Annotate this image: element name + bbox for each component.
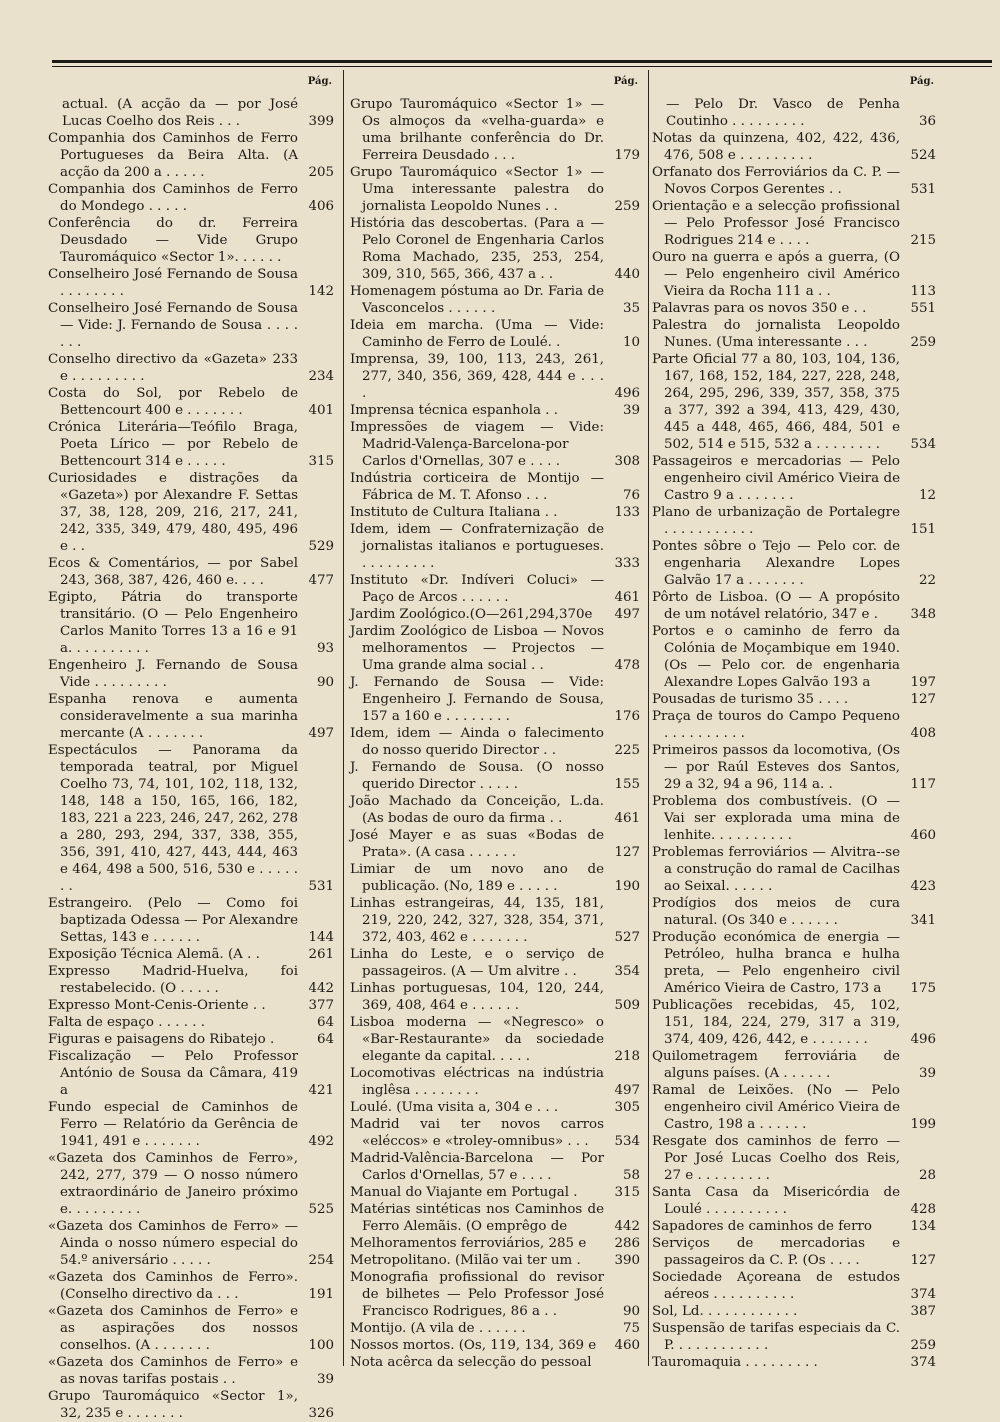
index-entry-text: actual. (A acção da — por José Lucas Coelho dos Reis . . .: [62, 97, 298, 129]
index-entry-text: J. Fernando de Sousa — Vide: Engenheiro J. Fernando de Sousa, 157 a 160 e . . . . . . . .: [350, 675, 604, 724]
index-entry-text: José Mayer e as suas «Bodas de Prata». (A casa . . . . . .: [350, 828, 604, 860]
index-entry-text: Conselheiro José Fernando de Sousa — Vide: J. Fernando de Sousa . . . . . . .: [48, 301, 298, 350]
index-entry: [652, 589, 940, 623]
index-entry-text: Falta de espaço . . . . . .: [48, 1015, 206, 1030]
index-entry-page: 524: [910, 148, 936, 163]
index-entry-page: 529: [308, 539, 334, 554]
index-entry-page: 286: [614, 1236, 640, 1251]
index-entry: [652, 453, 940, 504]
index-entry-text: Metropolitano. (Milão vai ter um .: [350, 1253, 581, 1268]
index-entry-page: 76: [622, 488, 640, 503]
index-entry-page: 179: [614, 148, 640, 163]
index-entry: [350, 1235, 644, 1252]
index-entry-page: 234: [308, 369, 334, 384]
index-entry-page: 218: [614, 1049, 640, 1064]
index-entry-text: João Machado da Conceição, L.da. (As bodas de ouro da firma . .: [350, 794, 604, 826]
index-entry-text: Conferência do dr. Ferreira Deusdado — Vide Grupo Tauromáquico «Sector 1». . . . . .: [48, 216, 298, 265]
index-entry-page: 428: [910, 1202, 936, 1217]
index-entry: [350, 1065, 644, 1099]
index-entry-page: 496: [910, 1032, 936, 1047]
index-entry: [350, 283, 644, 317]
index-entry-text: Jardim Zoológico.(O—261,294,370e: [350, 607, 593, 622]
index-entry-text: Crónica Literária—Teófilo Braga, Poeta Lírico — por Rebelo de Bettencourt 314 e . . . . .: [48, 420, 298, 469]
index-entry-text: Quilometragem ferroviária de alguns países. (A . . . . . .: [652, 1049, 900, 1081]
index-entry-text: Fundo especial de Caminhos de Ferro — Relatório da Gerência de 1941, 491 e . . . . . . .: [48, 1100, 298, 1149]
index-entry-text: Linhas portuguesas, 104, 120, 244, 369, 408, 464 e . . . . . .: [350, 981, 604, 1013]
index-entry-text: Grupo Tauromáquico «Sector 1» — Os almoços da «velha-guarda» e uma brilhante conferência do Dr. Ferreira Deusdado . . .: [350, 97, 604, 163]
index-entry-text: Homenagem póstuma ao Dr. Faria de Vasconcelos . . . . . .: [350, 284, 604, 316]
index-entry-text: Manual do Viajante em Portugal .: [350, 1185, 578, 1200]
index-entry: [652, 1269, 940, 1303]
index-entry: [48, 963, 338, 997]
index-entry: [652, 1048, 940, 1082]
index-entry: [350, 351, 644, 402]
index-entry: [48, 1150, 338, 1218]
index-entry-page: 191: [308, 1287, 334, 1302]
index-entry-page: 64: [316, 1032, 334, 1047]
index-entry: [652, 929, 940, 997]
index-entry-page: 28: [918, 1168, 936, 1183]
index-entry-page: 39: [316, 1372, 334, 1387]
index-entry: [652, 844, 940, 895]
index-entry-text: «Gazeta dos Caminhos de Ferro». (Conselho directivo da . . .: [48, 1270, 298, 1302]
column-divider: [648, 70, 649, 1366]
index-entry: [48, 589, 338, 657]
index-entry-text: Parte Oficial 77 a 80, 103, 104, 136, 167, 168, 152, 184, 227, 228, 248, 264, 295, 296, 339, 357, 358, 375 a 377, 392 a 394, 413, 429, 430, 445 a 448, 465, 466, 484, 501 e 502, 514 e 515, 532 a . . . . . . . .: [652, 352, 900, 452]
index-entry: [652, 623, 940, 691]
index-entry: [48, 1303, 338, 1354]
index-entry: [350, 827, 644, 861]
index-entry-text: Expresso Madrid-Huelva, foi restabelecido. (O . . . . .: [48, 964, 298, 996]
index-entry-page: 93: [316, 641, 334, 656]
index-entry: [652, 1184, 940, 1218]
index-entry: [48, 1099, 338, 1150]
index-entry-text: Impressões de viagem — Vide: Madrid-Valença-Barcelona-por Carlos d'Ornellas, 307 e . . . .: [350, 420, 604, 469]
page-column-header: Pág.: [307, 76, 332, 87]
index-entry-text: Produção económica de energia — Petróleo, hulha branca e hulha preta, — Pelo engenheiro civil Américo Vieira de Castro, 173 a: [652, 930, 900, 996]
index-entry: [350, 793, 644, 827]
index-entry-text: Ecos & Comentários, — por Sabel 243, 368, 387, 426, 460 e. . . .: [48, 556, 298, 588]
index-entry: [48, 555, 338, 589]
index-entry-page: 215: [910, 233, 936, 248]
index-entry-page: 127: [910, 692, 936, 707]
index-entry-page: 39: [622, 403, 640, 418]
index-entry: [48, 1354, 338, 1388]
index-entry-text: Indústria corticeira de Montijo — Fábrica de M. T. Afonso . . .: [350, 471, 604, 503]
index-entry-text: Jardim Zoológico de Lisboa — Novos melhoramentos — Projectos — Uma grande alma social . .: [350, 624, 604, 673]
index-entry: [652, 300, 940, 317]
index-entry-text: Pôrto de Lisboa. (O — A propósito de um notável relatório, 347 e .: [652, 590, 900, 622]
index-entry-page: 199: [910, 1117, 936, 1132]
index-column-2: [350, 76, 644, 1371]
index-entry-page: 401: [308, 403, 334, 418]
index-entry-text: Linha do Leste, e o serviço de passageiros. (A — Um alvitre . .: [350, 947, 604, 979]
index-entry-page: 341: [910, 913, 936, 928]
top-rule-thin: [52, 66, 992, 67]
index-entry-page: 497: [614, 1083, 640, 1098]
index-entry-page: 496: [614, 386, 640, 401]
index-entry-text: Espanha renova e aumenta consideravelmente a sua marinha mercante (A . . . . . . .: [48, 692, 298, 741]
index-entry: [652, 504, 940, 538]
index-entry-page: 423: [910, 879, 936, 894]
index-entry: [350, 946, 644, 980]
index-entry-text: Instituto de Cultura Italiana . .: [350, 505, 558, 520]
index-entry-text: Monografia profissional do revisor de bilhetes — Pelo Professor José Francisco Rodrigues, 86 a . .: [350, 1270, 604, 1319]
index-entry-text: Locomotivas eléctricas na indústria inglêsa . . . . . . . .: [350, 1066, 604, 1098]
index-entry-text: Lisboa moderna — «Negresco» o «Bar-Restaurante» da sociedade elegante da capital. . . . .: [350, 1015, 604, 1064]
index-entry-page: 259: [910, 335, 936, 350]
index-entry-text: Publicações recebidas, 45, 102, 151, 184, 224, 279, 317 a 319, 374, 409, 426, 442, e . . . . . . .: [652, 998, 900, 1047]
index-entry: [652, 742, 940, 793]
index-entry-text: Espectáculos — Panorama da temporada teatral, por Miguel Coelho 73, 74, 101, 102, 118, 132, 148, 148 a 150, 165, 166, 182, 183, 221 a 223, 246, 247, 262, 278 a 280, 293, 294, 337, 338, 355, 356, 391, 410, 427, 443, 444, 463 e 464, 498 a 500, 516, 530 e . . . . . . .: [48, 743, 298, 894]
index-entry-text: Portos e o caminho de ferro da Colónia de Moçambique em 1940. (Os — Pelo cor. de engenharia Alexandre Lopes Galvão 193 a: [652, 624, 900, 690]
index-entry: [350, 1150, 644, 1184]
index-entry: [48, 946, 338, 963]
index-entry: [350, 1252, 644, 1269]
index-entry-text: Costa do Sol, por Rebelo de Bettencourt 400 e . . . . . . .: [48, 386, 298, 418]
index-entry-text: Madrid-Valência-Barcelona — Por Carlos d'Ornellas, 57 e . . . .: [350, 1151, 604, 1183]
page-column-header: Pág.: [909, 76, 934, 87]
index-entry-text: Fiscalização — Pelo Professor António de Sousa da Câmara, 419 a: [48, 1049, 298, 1098]
index-entry-page: 374: [910, 1355, 936, 1370]
index-entry-text: Idem, idem — Ainda o falecimento do nosso querido Director . .: [350, 726, 604, 758]
index-entry: [48, 1031, 338, 1048]
index-entry-text: «Gazeta dos Caminhos de Ferro» e as novas tarifas postais . .: [48, 1355, 298, 1387]
index-entry: [350, 1337, 644, 1354]
index-entry: [350, 317, 644, 351]
index-entry: [48, 130, 338, 181]
index-entry: [48, 351, 338, 385]
index-entry-page: 408: [910, 726, 936, 741]
index-entry-page: 142: [308, 284, 334, 299]
index-entry-text: Suspensão de tarifas especiais da C. P. . . . . . . . . . . .: [652, 1321, 900, 1353]
index-entry-page: 440: [614, 267, 640, 282]
index-entry: [350, 419, 644, 470]
index-entry-text: Palestra do jornalista Leopoldo Nunes. (Uma interessante . . .: [652, 318, 900, 350]
index-entry-text: Matérias sintéticas nos Caminhos de Ferro Alemãis. (O emprêgo de: [350, 1202, 604, 1234]
index-entry-page: 551: [910, 301, 936, 316]
index-entry-page: 100: [308, 1338, 334, 1353]
index-entry: [48, 742, 338, 895]
index-entry: [48, 181, 338, 215]
index-entry: [48, 1388, 338, 1422]
index-entry-page: 144: [308, 930, 334, 945]
index-entry-page: 308: [614, 454, 640, 469]
index-entry-page: 127: [910, 1253, 936, 1268]
index-entry-text: Prodígios dos meios de cura natural. (Os 340 e . . . . . .: [652, 896, 900, 928]
index-entry-text: Serviços de mercadorias e passageiros da C. P. (Os . . . .: [652, 1236, 900, 1268]
index-entry: [350, 1354, 644, 1371]
index-entry-page: 127: [614, 845, 640, 860]
index-entry: [350, 1099, 644, 1116]
index-entry-text: Companhia dos Caminhos de Ferro do Mondego . . . . .: [48, 182, 298, 214]
index-entry: [652, 997, 940, 1048]
index-entry-page: 326: [308, 1406, 334, 1421]
index-entry-text: Praça de touros do Campo Pequeno . . . . . . . . . .: [652, 709, 900, 741]
index-entry-page: 259: [910, 1338, 936, 1353]
index-entry-page: 492: [308, 1134, 334, 1149]
index-entry-text: Nota acêrca da selecção do pessoal: [350, 1355, 592, 1370]
index-entry: [48, 470, 338, 555]
index-entry: [48, 300, 338, 351]
index-entry-page: 259: [614, 199, 640, 214]
index-entry-page: 75: [622, 1321, 640, 1336]
index-entry: [350, 759, 644, 793]
index-entry-text: Pontes sôbre o Tejo — Pelo cor. de engenharia Alexandre Lopes Galvão 17 a . . . . . . .: [652, 539, 900, 588]
index-entry-page: 399: [308, 114, 334, 129]
page-column-header: Pág.: [613, 76, 638, 87]
index-entry-text: Notas da quinzena, 402, 422, 436, 476, 508 e . . . . . . . . .: [652, 131, 900, 163]
index-column-3: [652, 76, 940, 1371]
index-entry-text: Pousadas de turismo 35 . . . .: [652, 692, 849, 707]
index-entry-text: Curiosidades e distrações da «Gazeta») por Alexandre F. Settas 37, 38, 128, 209, 216, 217, 241, 242, 335, 349, 479, 480, 495, 496 e . .: [48, 471, 298, 554]
index-entry: [350, 1269, 644, 1320]
index-entry-page: 497: [614, 607, 640, 622]
index-entry: [350, 215, 644, 283]
index-entry: [652, 1235, 940, 1269]
index-entry-text: Expresso Mont-Cenis-Oriente . .: [48, 998, 266, 1013]
index-entry-text: Egipto, Pátria do transporte transitário. (O — Pelo Engenheiro Carlos Manito Torres 13 a 16 e 91 a. . . . . . . . . .: [48, 590, 298, 656]
index-entry-page: 387: [910, 1304, 936, 1319]
index-entry-text: Sol, Ld. . . . . . . . . . . .: [652, 1304, 798, 1319]
index-entry: [652, 895, 940, 929]
index-entry-page: 461: [614, 590, 640, 605]
index-entry-page: 421: [308, 1083, 334, 1098]
index-entry-text: História das descobertas. (Para a — Pelo Coronel de Engenharia Carlos Roma Machado, 235, 253, 254, 309, 310, 565, 366, 437 a . .: [350, 216, 604, 282]
index-entry-text: Conselho directivo da «Gazeta» 233 e . . . . . . . . .: [48, 352, 298, 384]
index-entry-text: Sociedade Açoreana de estudos aéreos . . . . . . . . . .: [652, 1270, 900, 1302]
index-entry: [652, 1082, 940, 1133]
index-entry-page: 315: [614, 1185, 640, 1200]
index-entry: [48, 96, 338, 130]
index-entry-page: 190: [614, 879, 640, 894]
index-entry-text: J. Fernando de Sousa. (O nosso querido Director . . . . .: [350, 760, 604, 792]
index-entry: [48, 215, 338, 266]
index-entry-page: 90: [622, 1304, 640, 1319]
index-entry-page: 64: [316, 1015, 334, 1030]
index-entry-page: 442: [614, 1219, 640, 1234]
index-entry: [350, 470, 644, 504]
index-entry: [350, 725, 644, 759]
index-entry: [350, 861, 644, 895]
index-entry-text: «Gazeta dos Caminhos de Ferro» e as aspirações dos nossos conselhos. (A . . . . . . .: [48, 1304, 298, 1353]
index-entry-text: Loulé. (Uma visita a, 304 e . . .: [350, 1100, 559, 1115]
index-entry-text: Imprensa técnica espanhola . .: [350, 403, 559, 418]
index-entry: [350, 96, 644, 164]
index-entry-text: Madrid vai ter novos carros «eléccos» e «troley-omnibus» . . .: [350, 1117, 604, 1149]
index-entry-page: 133: [614, 505, 640, 520]
index-entry-page: 134: [910, 1219, 936, 1234]
index-entry-page: 531: [308, 879, 334, 894]
index-entry-text: Imprensa, 39, 100, 113, 243, 261, 277, 340, 356, 369, 428, 444 e . . . .: [350, 352, 604, 401]
index-entry-text: Idem, idem — Confraternização de jornalistas italianos e portugueses. . . . . . . . . .: [350, 522, 604, 571]
index-entry-page: 36: [918, 114, 936, 129]
index-entry: [350, 1320, 644, 1337]
index-entry: [652, 793, 940, 844]
index-entry-text: Sapadores de caminhos de ferro: [652, 1219, 872, 1234]
index-entry-text: Problema dos combustíveis. (O — Vai ser explorada uma mina de lenhite. . . . . . . . . .: [652, 794, 900, 843]
index-entry-page: 442: [308, 981, 334, 996]
index-entry-page: 35: [622, 301, 640, 316]
index-entry: [652, 1133, 940, 1184]
index-entry-page: 406: [308, 199, 334, 214]
index-entry: [350, 572, 644, 606]
index-entry-text: Exposição Técnica Alemã. (A . .: [48, 947, 260, 962]
index-entry-page: 478: [614, 658, 640, 673]
index-entry: [652, 691, 940, 708]
index-entry-page: 90: [316, 675, 334, 690]
index-entry-text: Melhoramentos ferroviários, 285 e: [350, 1236, 587, 1251]
index-entry-text: Engenheiro J. Fernando de Sousa Vide . . . . . . . . .: [48, 658, 298, 690]
index-entry-text: Orientação e a selecção profissional — Pelo Professor José Francisco Rodrigues 214 e . . . .: [652, 199, 900, 248]
index-entry-page: 460: [910, 828, 936, 843]
index-entry-page: 333: [614, 556, 640, 571]
index-entry-text: Estrangeiro. (Pelo — Como foi baptizada Odessa — Por Alexandre Settas, 143 e . . . . . .: [48, 896, 298, 945]
index-entry-page: 254: [308, 1253, 334, 1268]
index-entry-text: Ouro na guerra e após a guerra, (O — Pelo engenheiro civil Américo Vieira da Rocha 111 a . .: [652, 250, 900, 299]
index-entry-page: 460: [614, 1338, 640, 1353]
index-entry: [48, 385, 338, 419]
index-entry-page: 497: [308, 726, 334, 741]
index-entry-text: Santa Casa da Misericórdia de Loulé . . . . . . . . . .: [652, 1185, 900, 1217]
index-entry: [350, 1201, 644, 1235]
index-entry-text: Conselheiro José Fernando de Sousa . . . . . . . .: [48, 267, 298, 299]
index-entry-page: 390: [614, 1253, 640, 1268]
index-entry-text: «Gazeta dos Caminhos de Ferro», 242, 277, 379 — O nosso número extraordinário de Janeiro próximo e. . . . . . . . .: [48, 1151, 298, 1217]
index-entry-text: Primeiros passos da locomotiva, (Os — por Raúl Esteves dos Santos, 29 a 32, 94 a 96, 114 a. .: [652, 743, 900, 792]
index-entry: [652, 1218, 940, 1235]
index-entry-page: 197: [910, 675, 936, 690]
index-entry: [350, 674, 644, 725]
index-entry-page: 305: [614, 1100, 640, 1115]
index-entry-page: 10: [622, 335, 640, 350]
index-entry: [48, 1269, 338, 1303]
index-entry: [48, 895, 338, 946]
index-entry: [350, 504, 644, 521]
index-entry-page: 461: [614, 811, 640, 826]
index-entry-text: Tauromaquia . . . . . . . . .: [652, 1355, 818, 1370]
index-entry: [48, 1218, 338, 1269]
index-entry-page: 58: [622, 1168, 640, 1183]
index-entry-text: Ideia em marcha. (Uma — Vide: Caminho de Ferro de Loulé. .: [350, 318, 604, 350]
index-entry: [350, 1116, 644, 1150]
index-entry-text: Problemas ferroviários — Alvitra--se a construção do ramal de Cacilhas ao Seixal. . . . . .: [652, 845, 900, 894]
index-entry: [350, 1014, 644, 1065]
top-rule: [52, 60, 992, 63]
index-entry: [48, 266, 338, 300]
index-entry: [48, 1014, 338, 1031]
index-entry-page: 12: [918, 488, 936, 503]
index-entry: [350, 895, 644, 946]
index-entry-text: Figuras e paisagens do Ribatejo .: [48, 1032, 275, 1047]
index-entry-page: 151: [910, 522, 936, 537]
index-entry-page: 531: [910, 182, 936, 197]
index-entry-text: Montijo. (A vila de . . . . . .: [350, 1321, 526, 1336]
index-entry-text: Linhas estrangeiras, 44, 135, 181, 219, 220, 242, 327, 328, 354, 371, 372, 403, 462 e . . . . . . .: [350, 896, 604, 945]
index-entry-text: Instituto «Dr. Indíveri Coluci» — Paço de Arcos . . . . . .: [350, 573, 604, 605]
index-entry: [48, 997, 338, 1014]
column-divider: [343, 70, 344, 1366]
index-entry: [350, 402, 644, 419]
index-entry-page: 113: [910, 284, 936, 299]
index-entry-page: 315: [308, 454, 334, 469]
index-entry: [652, 164, 940, 198]
index-entry: [652, 198, 940, 249]
index-entry-page: 527: [614, 930, 640, 945]
index-entry-page: 117: [910, 777, 936, 792]
index-entry-page: 205: [308, 165, 334, 180]
index-entry: [652, 1320, 940, 1354]
index-entry: [350, 164, 644, 215]
index-entry: [350, 623, 644, 674]
index-entry-page: 261: [308, 947, 334, 962]
index-entry-page: 176: [614, 709, 640, 724]
index-entry: [652, 1303, 940, 1320]
index-entry: [48, 691, 338, 742]
index-column-1: [48, 76, 338, 1422]
index-entry-text: Passageiros e mercadorias — Pelo engenheiro civil Américo Vieira de Castro 9 a . . . . . . .: [652, 454, 900, 503]
index-entry-text: Plano de urbanização de Portalegre . . . . . . . . . . .: [652, 505, 900, 537]
index-entry: [350, 606, 644, 623]
index-entry-text: Grupo Tauromáquico «Sector 1» — Uma interessante palestra do jornalista Leopoldo Nunes . .: [350, 165, 604, 214]
index-entry-page: 534: [910, 437, 936, 452]
index-entry: [652, 1354, 940, 1371]
index-entry: [652, 130, 940, 164]
index-entry-text: — Pelo Dr. Vasco de Penha Coutinho . . . . . . . . .: [666, 97, 900, 129]
index-entry: [48, 1048, 338, 1099]
index-entry: [652, 317, 940, 351]
index-entry-page: 509: [614, 998, 640, 1013]
index-entry: [652, 96, 940, 130]
index-entry-page: 525: [308, 1202, 334, 1217]
index-entry-page: 225: [614, 743, 640, 758]
index-entry: [652, 708, 940, 742]
index-entry-page: 348: [910, 607, 936, 622]
index-entry-page: 155: [614, 777, 640, 792]
index-entry-page: 175: [910, 981, 936, 996]
index-entry: [652, 538, 940, 589]
index-entry-text: Orfanato dos Ferroviários da C. P. — Novos Corpos Gerentes . .: [652, 165, 900, 197]
index-entry-text: Nossos mortos. (Os, 119, 134, 369 e: [350, 1338, 597, 1353]
index-entry-page: 377: [308, 998, 334, 1013]
index-entry-page: 354: [614, 964, 640, 979]
index-entry: [48, 419, 338, 470]
index-entry: [350, 980, 644, 1014]
index-entry: [350, 521, 644, 572]
index-entry-text: Companhia dos Caminhos de Ferro Portugueses da Beira Alta. (A acção da 200 a . . . . .: [48, 131, 298, 180]
index-entry-text: Palavras para os novos 350 e . .: [652, 301, 867, 316]
index-entry-page: 374: [910, 1287, 936, 1302]
index-entry-text: Resgate dos caminhos de ferro — Por José Lucas Coelho dos Reis, 27 e . . . . . . . . .: [652, 1134, 900, 1183]
index-entry-page: 534: [614, 1134, 640, 1149]
index-entry-text: Grupo Tauromáquico «Sector 1», 32, 235 e . . . . . . .: [48, 1389, 298, 1421]
index-entry-page: 39: [918, 1066, 936, 1081]
index-entry-page: 22: [918, 573, 936, 588]
index-entry-text: Ramal de Leixões. (No — Pelo engenheiro civil Américo Vieira de Castro, 198 a . . . . . .: [652, 1083, 900, 1132]
index-entry: [350, 1184, 644, 1201]
index-entry: [48, 657, 338, 691]
index-entry: [652, 249, 940, 300]
index-entry-page: 477: [308, 573, 334, 588]
index-entry-text: «Gazeta dos Caminhos de Ferro» — Ainda o nosso número especial do 54.º aniversário . . . . .: [48, 1219, 298, 1268]
index-entry: [652, 351, 940, 453]
index-entry-text: Limiar de um novo ano de publicação. (No, 189 e . . . . .: [350, 862, 604, 894]
